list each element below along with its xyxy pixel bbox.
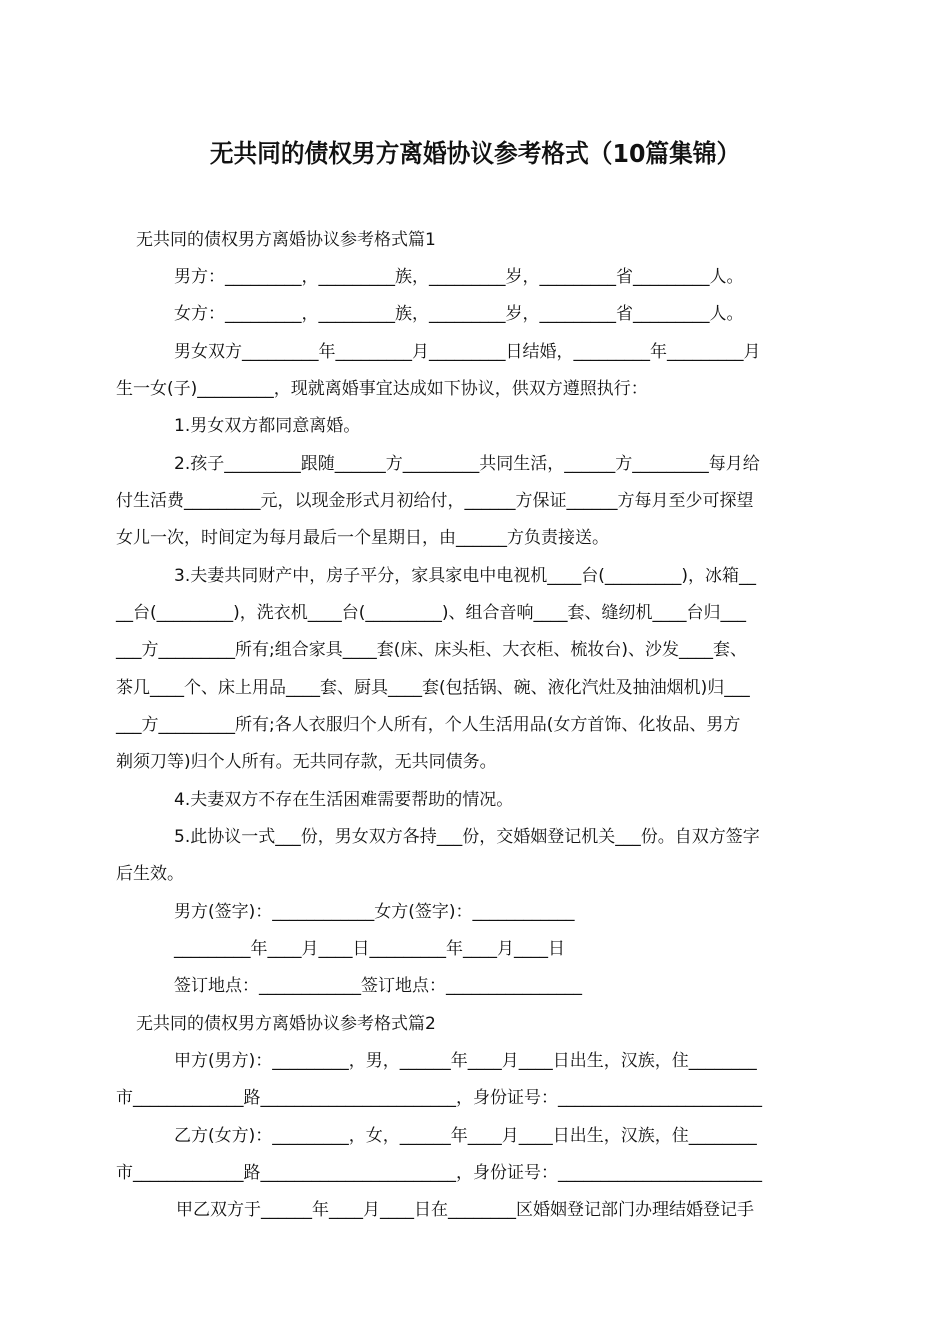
paragraph-line: 1.男女双方都同意离婚。: [174, 416, 361, 436]
date-line: _________年____月____日_________年____月____日: [174, 939, 565, 959]
paragraph-line: 后生效。: [116, 864, 184, 884]
paragraph-line: ___方_________所有;各人衣服归个人所有，个人生活用品(女方首饰、化妆品、男方: [116, 715, 741, 735]
paragraph-line: 5.此协议一式___份，男女双方各持___份，交婚姻登记机关___份。自双方签字: [174, 827, 760, 847]
paragraph-line: 2.孩子_________跟随______方_________共同生活，______方_________每月给: [174, 454, 760, 474]
paragraph-line: 女儿一次，时间定为每月最后一个星期日，由______方负责接送。: [116, 528, 609, 548]
document-title: 无共同的债权男方离婚协议参考格式（10篇集锦）: [209, 139, 741, 168]
paragraph-line: 男女双方_________年_________月_________日结婚，_________年_________月: [174, 342, 761, 362]
paragraph-line: 3.夫妻共同财产中，房子平分，家具家电中电视机____台(_________)，冰箱__: [174, 566, 756, 586]
paragraph-line: __台(_________)，洗衣机____台(_________)、组合音响____套、缝纫机____台归___: [116, 603, 747, 623]
section-heading-2: 无共同的债权男方离婚协议参考格式篇2: [136, 1014, 436, 1034]
paragraph-line: 甲乙双方于______年____月____日在________区婚姻登记部门办理结婚登记手: [176, 1200, 754, 1220]
paragraph-line: 生一女(子)_________，现就离婚事宜达成如下协议，供双方遵照执行：: [116, 379, 648, 399]
section-heading-1: 无共同的债权男方离婚协议参考格式篇1: [136, 230, 436, 250]
paragraph-line: 付生活费_________元，以现金形式月初给付，______方保证______方每月至少可探望: [116, 491, 754, 511]
paragraph-line: 4.夫妻双方不存在生活困难需要帮助的情况。: [174, 790, 514, 810]
paragraph-line: 市_____________路_______________________，身份证号：________________________: [116, 1088, 762, 1108]
signature-line: 男方(签字)：____________女方(签字)：____________: [174, 902, 575, 922]
paragraph-line: 甲方(男方)：_________，男，______年____月____日出生，汉族，住________: [174, 1051, 757, 1071]
paragraph-line: 乙方(女方)：_________，女，______年____月____日出生，汉族，住________: [174, 1126, 757, 1146]
paragraph-line: 茶几____个、床上用品____套、厨具____套(包括锅、碗、液化汽灶及抽油烟机)归___: [116, 678, 750, 698]
location-line: 签订地点：____________签订地点：________________: [174, 976, 582, 996]
paragraph-line: ___方_________所有;组合家具____套(床、床头柜、大衣柜、梳妆台)、沙发____套、: [116, 640, 747, 660]
paragraph-line: 女方：_________，_________族，_________岁，_________省_________人。: [174, 304, 744, 324]
paragraph-line: 剃须刀等)归个人所有。无共同存款，无共同债务。: [116, 752, 497, 772]
paragraph-line: 市_____________路_______________________，身份证号：________________________: [116, 1163, 762, 1183]
paragraph-line: 男方：_________，_________族，_________岁，_________省_________人。: [174, 267, 744, 287]
